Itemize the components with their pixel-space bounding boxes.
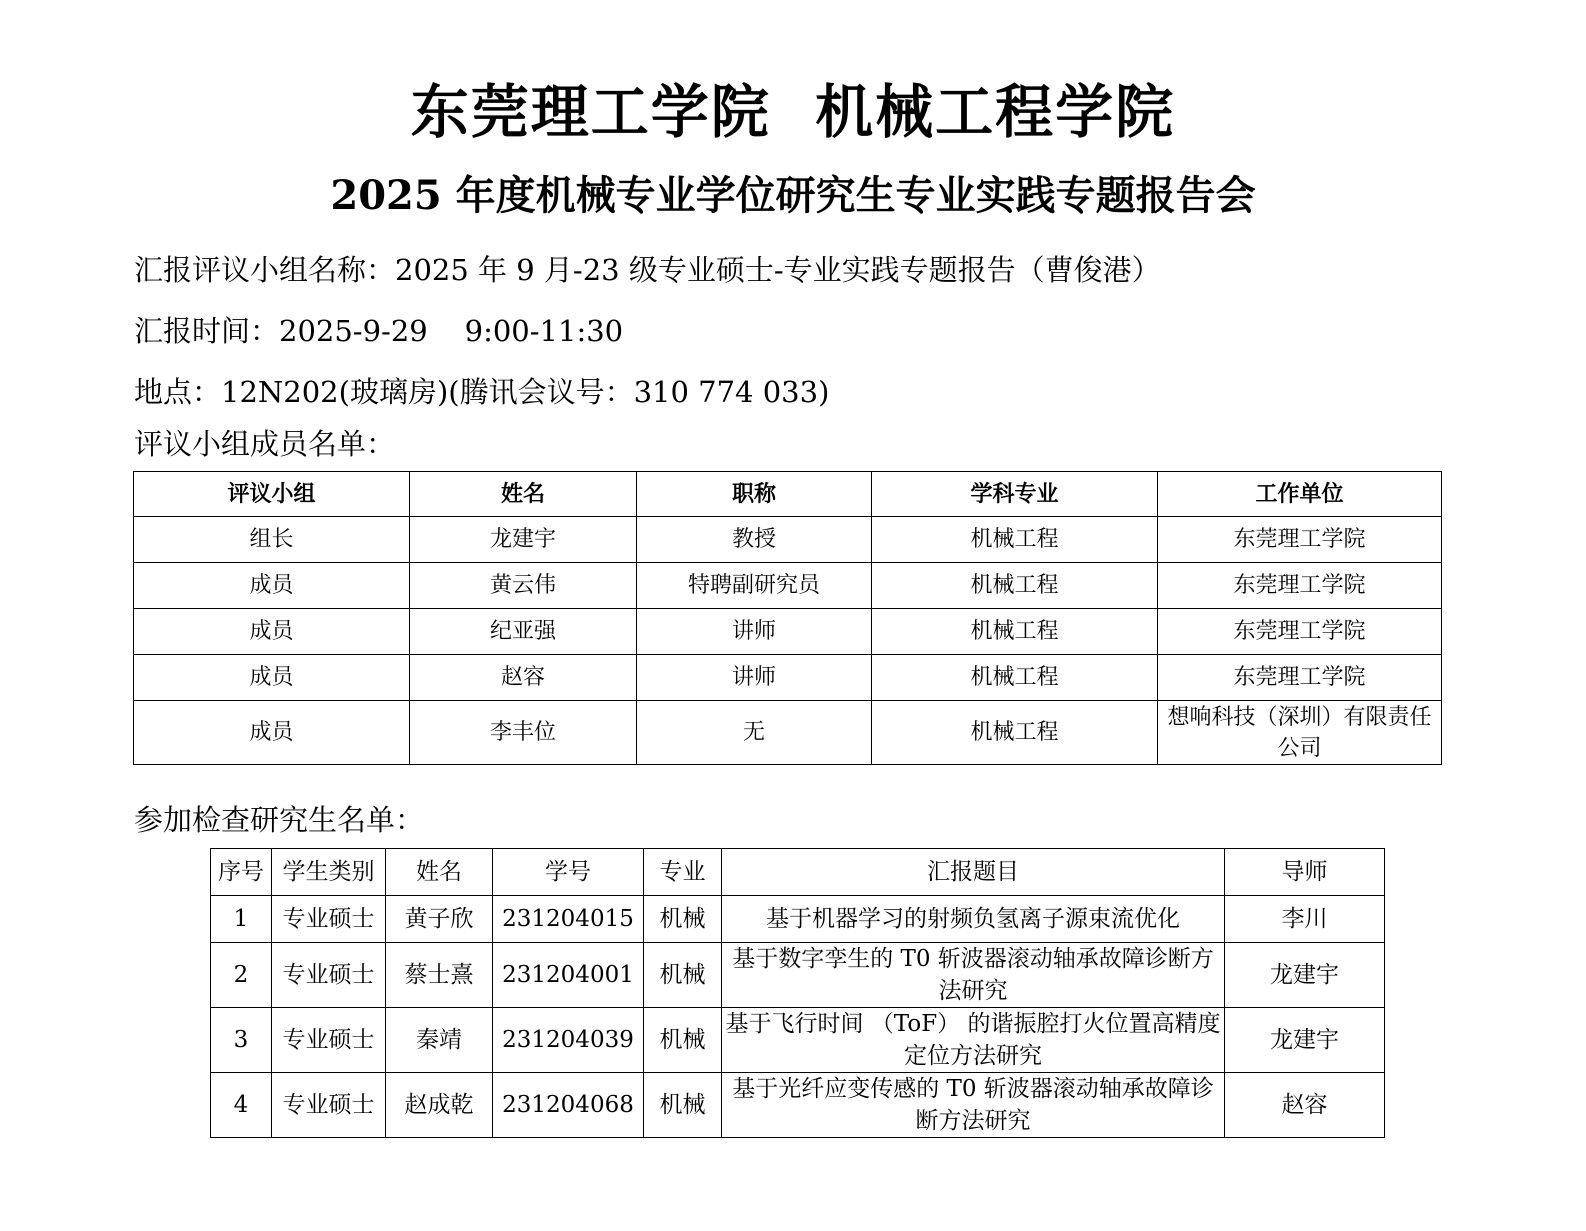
students-heading: 参加检查研究生名单： bbox=[134, 803, 425, 837]
index-cell: 1 bbox=[211, 896, 272, 943]
students-table bbox=[210, 848, 1385, 1138]
role-cell: 成员 bbox=[134, 563, 410, 609]
discipline-cell: 机械工程 bbox=[872, 701, 1158, 765]
table-row bbox=[134, 609, 1442, 655]
index-cell: 2 bbox=[211, 943, 272, 1008]
name-cell: 赵成乾 bbox=[386, 1073, 493, 1138]
col-header-workplace: 工作单位 bbox=[1158, 472, 1442, 517]
role-cell: 成员 bbox=[134, 609, 410, 655]
topic-cell: 基于光纤应变传感的 T0 斩波器滚动轴承故障诊断方法研究 bbox=[722, 1073, 1225, 1138]
table-header-row bbox=[211, 849, 1385, 896]
category-cell: 专业硕士 bbox=[272, 1073, 386, 1138]
page-title: 东莞理工学院 机械工程学院 bbox=[410, 78, 1176, 146]
location-line: 地点：12N202(玻璃房)(腾讯会议号：310 774 033) bbox=[134, 375, 830, 409]
major-cell: 机械 bbox=[644, 1073, 722, 1138]
name-cell: 黄云伟 bbox=[410, 563, 637, 609]
col-header-index: 序号 bbox=[211, 849, 272, 896]
title-cell: 讲师 bbox=[637, 609, 872, 655]
col-header-advisor: 导师 bbox=[1225, 849, 1385, 896]
workplace-cell: 东莞理工学院 bbox=[1158, 563, 1442, 609]
role-cell: 成员 bbox=[134, 701, 410, 765]
group-name-line: 汇报评议小组名称：2025 年 9 月-23 级专业硕士-专业实践专题报告（曹俊港） bbox=[134, 253, 1161, 287]
student-id-cell: 231204039 bbox=[493, 1008, 644, 1073]
name-cell: 黄子欣 bbox=[386, 896, 493, 943]
discipline-cell: 机械工程 bbox=[872, 609, 1158, 655]
table-row bbox=[134, 563, 1442, 609]
col-header-discipline: 学科专业 bbox=[872, 472, 1158, 517]
student-id-cell: 231204001 bbox=[493, 943, 644, 1008]
name-cell: 纪亚强 bbox=[410, 609, 637, 655]
table-row bbox=[211, 1008, 1385, 1073]
name-cell: 龙建宇 bbox=[410, 517, 637, 563]
discipline-cell: 机械工程 bbox=[872, 517, 1158, 563]
panel-members-table bbox=[133, 471, 1442, 765]
col-header-group: 评议小组 bbox=[134, 472, 410, 517]
index-cell: 3 bbox=[211, 1008, 272, 1073]
topic-cell: 基于机器学习的射频负氢离子源束流优化 bbox=[722, 896, 1225, 943]
workplace-cell: 想响科技（深圳）有限责任公司 bbox=[1158, 701, 1442, 765]
table-row bbox=[134, 701, 1442, 765]
title-cell: 无 bbox=[637, 701, 872, 765]
student-id-cell: 231204015 bbox=[493, 896, 644, 943]
table-row bbox=[211, 943, 1385, 1008]
category-cell: 专业硕士 bbox=[272, 943, 386, 1008]
name-cell: 李丰位 bbox=[410, 701, 637, 765]
title-cell: 讲师 bbox=[637, 655, 872, 701]
advisor-cell: 龙建宇 bbox=[1225, 943, 1385, 1008]
category-cell: 专业硕士 bbox=[272, 1008, 386, 1073]
col-header-title: 职称 bbox=[637, 472, 872, 517]
major-cell: 机械 bbox=[644, 896, 722, 943]
col-header-name: 姓名 bbox=[386, 849, 493, 896]
col-header-student-id: 学号 bbox=[493, 849, 644, 896]
name-cell: 赵容 bbox=[410, 655, 637, 701]
report-time-line: 汇报时间：2025-9-29 9:00-11:30 bbox=[134, 314, 624, 348]
major-cell: 机械 bbox=[644, 1008, 722, 1073]
role-cell: 组长 bbox=[134, 517, 410, 563]
role-cell: 成员 bbox=[134, 655, 410, 701]
table-row bbox=[211, 896, 1385, 943]
title-cell: 教授 bbox=[637, 517, 872, 563]
name-cell: 秦靖 bbox=[386, 1008, 493, 1073]
advisor-cell: 赵容 bbox=[1225, 1073, 1385, 1138]
table-row bbox=[134, 655, 1442, 701]
workplace-cell: 东莞理工学院 bbox=[1158, 655, 1442, 701]
panel-heading: 评议小组成员名单： bbox=[134, 427, 396, 461]
student-id-cell: 231204068 bbox=[493, 1073, 644, 1138]
advisor-cell: 李川 bbox=[1225, 896, 1385, 943]
topic-cell: 基于飞行时间 （ToF） 的谐振腔打火位置高精度定位方法研究 bbox=[722, 1008, 1225, 1073]
discipline-cell: 机械工程 bbox=[872, 563, 1158, 609]
table-row bbox=[134, 517, 1442, 563]
workplace-cell: 东莞理工学院 bbox=[1158, 517, 1442, 563]
advisor-cell: 龙建宇 bbox=[1225, 1008, 1385, 1073]
title-cell: 特聘副研究员 bbox=[637, 563, 872, 609]
col-header-major: 专业 bbox=[644, 849, 722, 896]
table-row bbox=[211, 1073, 1385, 1138]
col-header-name: 姓名 bbox=[410, 472, 637, 517]
name-cell: 蔡士熹 bbox=[386, 943, 493, 1008]
index-cell: 4 bbox=[211, 1073, 272, 1138]
category-cell: 专业硕士 bbox=[272, 896, 386, 943]
page-subtitle: 2025 年度机械专业学位研究生专业实践专题报告会 bbox=[330, 172, 1256, 219]
workplace-cell: 东莞理工学院 bbox=[1158, 609, 1442, 655]
table-header-row bbox=[134, 472, 1442, 517]
col-header-topic: 汇报题目 bbox=[722, 849, 1225, 896]
topic-cell: 基于数字孪生的 T0 斩波器滚动轴承故障诊断方法研究 bbox=[722, 943, 1225, 1008]
col-header-category: 学生类别 bbox=[272, 849, 386, 896]
discipline-cell: 机械工程 bbox=[872, 655, 1158, 701]
major-cell: 机械 bbox=[644, 943, 722, 1008]
